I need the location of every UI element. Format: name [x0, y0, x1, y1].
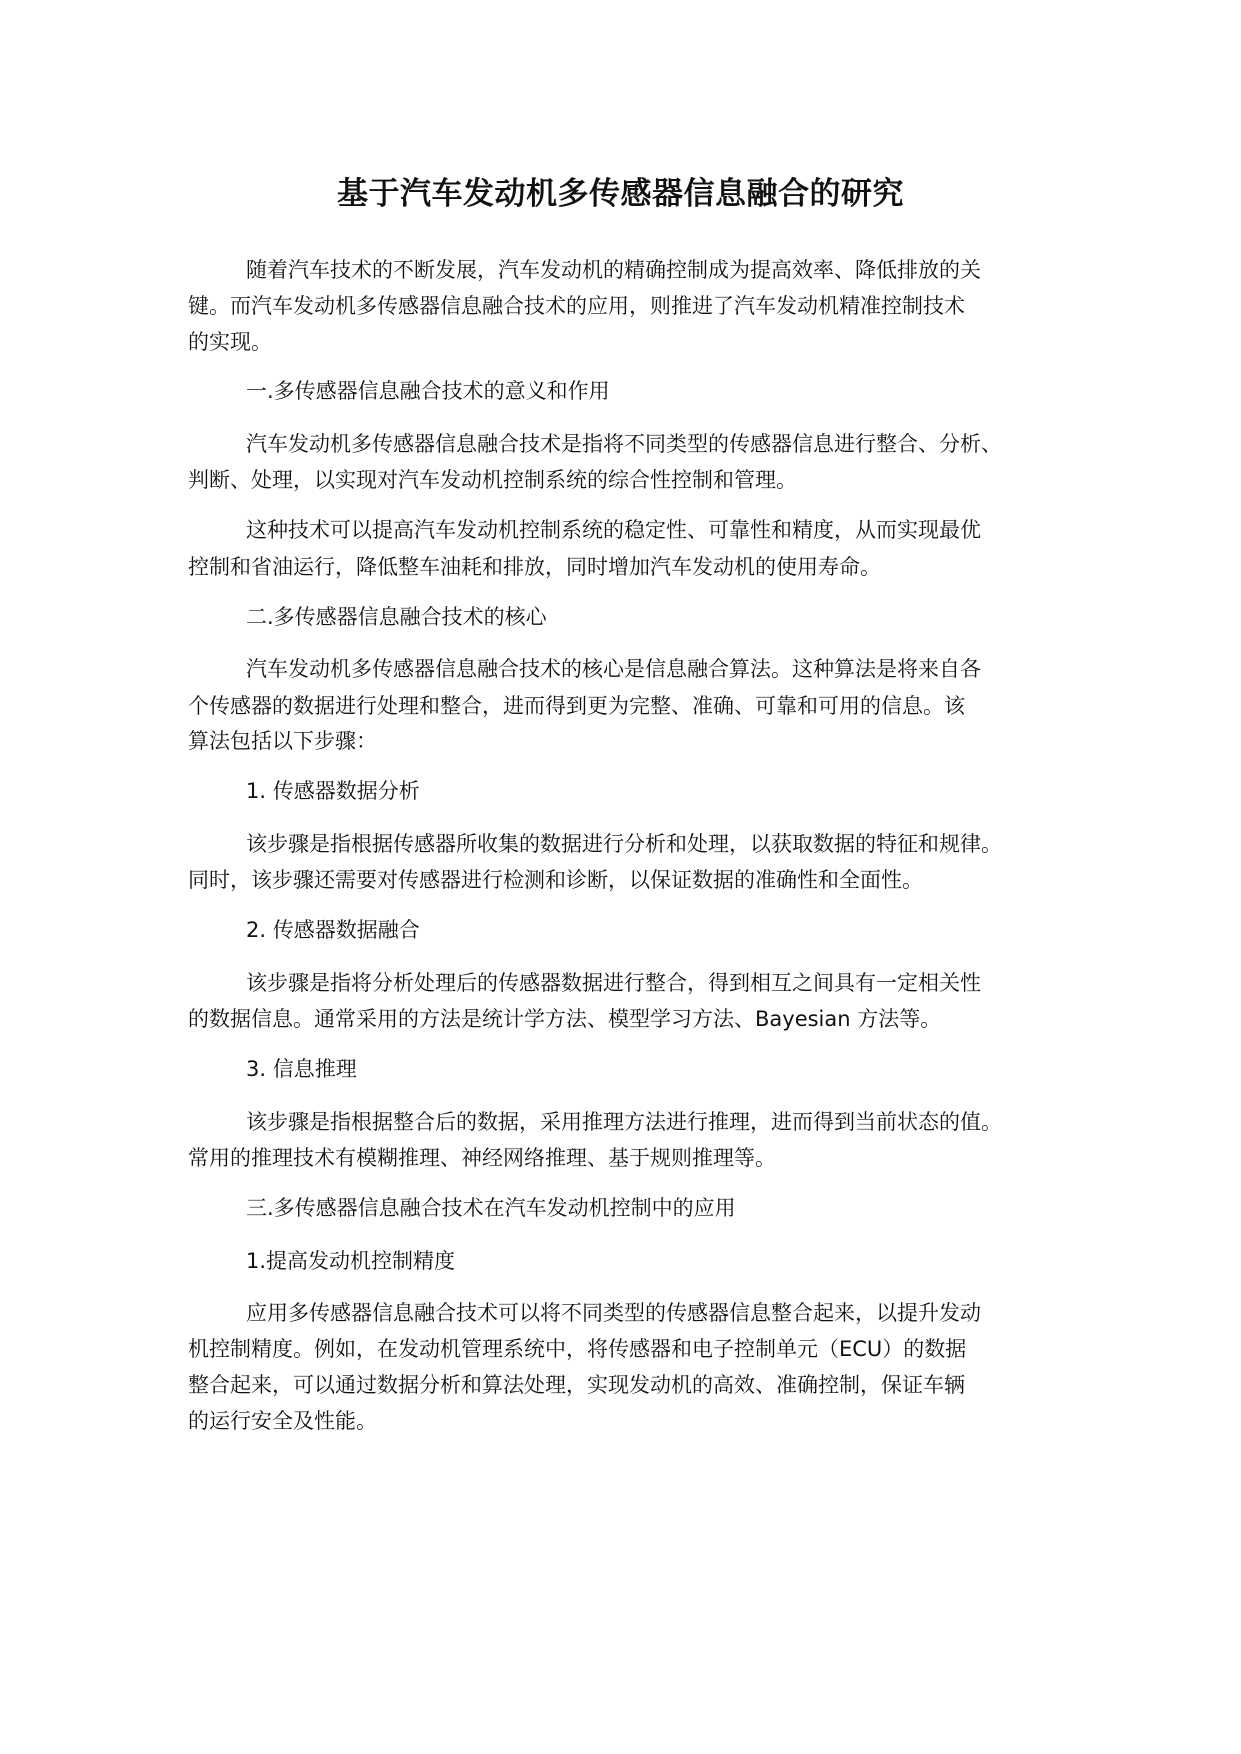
paragraph-line: 的运行安全及性能。 — [188, 1409, 377, 1433]
paragraph-line: 应用多传感器信息融合技术可以将不同类型的传感器信息整合起来，以提升发动 — [246, 1301, 981, 1325]
subsection-heading: 3. 信息推理 — [246, 1057, 357, 1081]
paragraph-line: 个传感器的数据进行处理和整合，进而得到更为完整、准确、可靠和可用的信息。该 — [188, 694, 965, 718]
paragraph-line: 汽车发动机多传感器信息融合技术的核心是信息融合算法。这种算法是将来自各 — [246, 657, 981, 681]
paragraph-line: 键。而汽车发动机多传感器信息融合技术的应用，则推进了汽车发动机精准控制技术 — [188, 294, 965, 318]
paragraph-line: 该步骤是指根据传感器所收集的数据进行分析和处理，以获取数据的特征和规律。 — [246, 832, 1002, 856]
paragraph-line: 的实现。 — [188, 330, 272, 354]
paragraph-line: 该步骤是指根据整合后的数据，采用推理方法进行推理，进而得到当前状态的值。 — [246, 1110, 1002, 1134]
paragraph-line: 的数据信息。通常采用的方法是统计学方法、模型学习方法、Bayesian 方法等。 — [188, 1007, 942, 1031]
paragraph-line: 判断、处理，以实现对汽车发动机控制系统的综合性控制和管理。 — [188, 468, 797, 492]
section-heading: 三.多传感器信息融合技术在汽车发动机控制中的应用 — [246, 1196, 736, 1220]
paragraph-line: 常用的推理技术有模糊推理、神经网络推理、基于规则推理等。 — [188, 1146, 776, 1170]
paragraph-line: 该步骤是指将分析处理后的传感器数据进行整合，得到相互之间具有一定相关性 — [246, 971, 981, 995]
paragraph-line: 随着汽车技术的不断发展，汽车发动机的精确控制成为提高效率、降低排放的关 — [246, 258, 981, 282]
paragraph-line: 这种技术可以提高汽车发动机控制系统的稳定性、可靠性和精度，从而实现最优 — [246, 518, 981, 542]
paragraph-line: 整合起来，可以通过数据分析和算法处理，实现发动机的高效、准确控制，保证车辆 — [188, 1373, 965, 1397]
subsection-heading: 1. 传感器数据分析 — [246, 779, 420, 803]
paragraph-line: 机控制精度。例如，在发动机管理系统中，将传感器和电子控制单元（ECU）的数据 — [188, 1337, 967, 1361]
section-heading: 一.多传感器信息融合技术的意义和作用 — [246, 379, 610, 403]
paragraph-line: 汽车发动机多传感器信息融合技术是指将不同类型的传感器信息进行整合、分析、 — [246, 432, 1002, 456]
document-title: 基于汽车发动机多传感器信息融合的研究 — [337, 176, 904, 212]
paragraph-line: 控制和省油运行，降低整车油耗和排放，同时增加汽车发动机的使用寿命。 — [188, 555, 881, 579]
subsection-heading: 1.提高发动机控制精度 — [246, 1249, 456, 1273]
section-heading: 二.多传感器信息融合技术的核心 — [246, 605, 547, 629]
paragraph-line: 同时，该步骤还需要对传感器进行检测和诊断，以保证数据的准确性和全面性。 — [188, 868, 923, 892]
subsection-heading: 2. 传感器数据融合 — [246, 918, 420, 942]
paragraph-line: 算法包括以下步骤： — [188, 729, 377, 753]
